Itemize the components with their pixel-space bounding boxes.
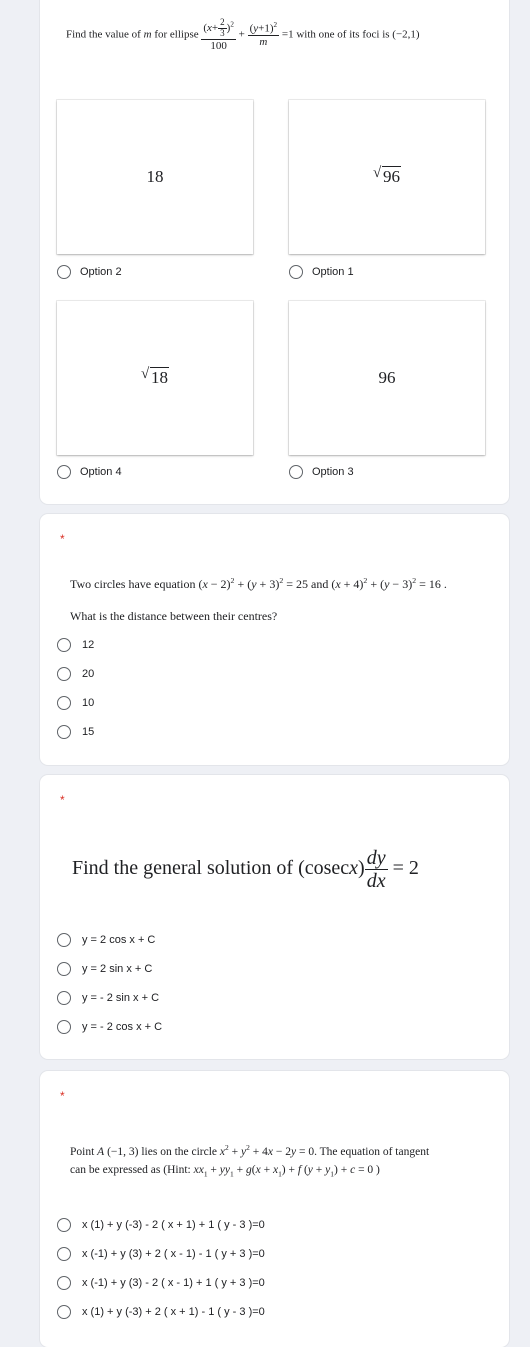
radio-q3-a[interactable] [57,933,71,947]
q2-option-b: 20 [82,668,95,680]
q2-option-d: 15 [82,726,95,738]
radio-q3-b[interactable] [57,962,71,976]
option-image-3-value: √ 18 [141,366,168,387]
radio-q2-b[interactable] [57,667,71,681]
q2-and: and [311,577,329,591]
q4-text3: . The equation of tangent [314,1145,430,1158]
option-1-label: Option 1 [312,266,354,278]
q1-suffix: with one of its foci is [296,28,390,41]
option-image-2-value: √ 96 [373,165,400,186]
q2-line1: Two circles have equation [70,577,196,591]
option-image-4-value: 96 [378,368,396,387]
option-3-label: Option 3 [312,466,354,478]
q1-for: for ellipse [154,28,199,41]
question-1-text: Find the value of m for ellipse (x+ $\frac{2}{3}$ )$^2$ 100 + $\frac{(y+1)^2}{m}$ =1 with one of its foci is (−2,1) [66,17,420,52]
q1-focus: (−2,1) [392,28,420,41]
q3-option-a: y = 2 cos x + C [82,934,156,946]
q1-prefix: Find the value of [66,28,141,41]
radio-q4-c[interactable] [57,1276,71,1290]
option-image-3[interactable] [57,301,253,455]
q4-option-b: x (-1) + y (3) + 2 ( x - 1) - 1 ( y + 3 )=0 [82,1248,265,1260]
question-card-1 [40,0,509,504]
q2-option-c: 10 [82,697,95,709]
option-image-2[interactable] [289,100,485,254]
q1-frac-b: $\frac{(y+1)^2}{m}$ [249,21,278,48]
q4-text1: Point [70,1145,95,1158]
question-3-text: Find the general solution of (cosecx) $\frac{dy}{dx}$ = 2 [72,847,419,892]
q3-prefix: Find the general solution of [72,857,294,880]
radio-q4-d[interactable] [57,1305,71,1319]
q4-text2: lies on the circle [141,1145,218,1158]
q1-var: m [143,28,152,41]
question-card-2 [40,514,509,765]
question-4-line1: Point A (−1, 3) lies on the circle $x^2 + y^2 + 4x - 2y = 0$. The equation of tangent [70,1143,430,1158]
radio-option-4[interactable] [57,465,71,479]
q3-option-c: y = - 2 sin x + C [82,992,160,1004]
radio-q2-a[interactable] [57,638,71,652]
q4-option-a: x (1) + y (-3) - 2 ( x + 1) + 1 ( y - 3 )=0 [82,1219,265,1231]
radio-option-1[interactable] [289,265,303,279]
option-4-label: Option 4 [80,466,122,478]
option-image-1-value: 18 [146,167,164,186]
required-asterisk: * [60,793,65,807]
question-2-text: Two circles have equation $(x - 2)^2 + (y + 3)^2 = 25$ and $(x + 4)^2 + (y - 3)^2 = 16$ . [70,576,447,591]
question-card-4 [40,1071,509,1347]
radio-option-3[interactable] [289,465,303,479]
radio-q3-c[interactable] [57,991,71,1005]
required-asterisk: * [60,532,65,546]
q2-option-a: 12 [82,639,95,651]
option-image-1[interactable] [57,100,253,254]
radio-q3-d[interactable] [57,1020,71,1034]
q4-text4: can be expressed as (Hint: [70,1164,191,1176]
q4-option-c: x (-1) + y (3) - 2 ( x - 1) + 1 ( y + 3 )=0 [82,1277,265,1289]
option-image-4[interactable] [289,301,485,455]
radio-q2-c[interactable] [57,696,71,710]
radio-q4-a[interactable] [57,1218,71,1232]
q1-frac-a: (x+ $\frac{2}{3}$ )$^2$ 100 [203,17,234,52]
q3-option-d: y = - 2 cos x + C [82,1021,163,1033]
radio-q2-d[interactable] [57,725,71,739]
radio-option-2[interactable] [57,265,71,279]
required-asterisk: * [60,1089,65,1103]
radio-q4-b[interactable] [57,1247,71,1261]
q3-option-b: y = 2 sin x + C [82,963,153,975]
question-2-line2: What is the distance between their centres? [70,609,278,623]
q4-option-d: x (1) + y (-3) + 2 ( x + 1) - 1 ( y - 3 )=0 [82,1306,265,1318]
question-card-3 [40,775,509,1059]
option-2-label: Option 2 [80,266,122,278]
question-4-line2: can be expressed as (Hint: $xx_1 + yy_1 + g(x + x_1) + f$ $(y + y_1) + c = 0$ ) [70,1164,380,1179]
